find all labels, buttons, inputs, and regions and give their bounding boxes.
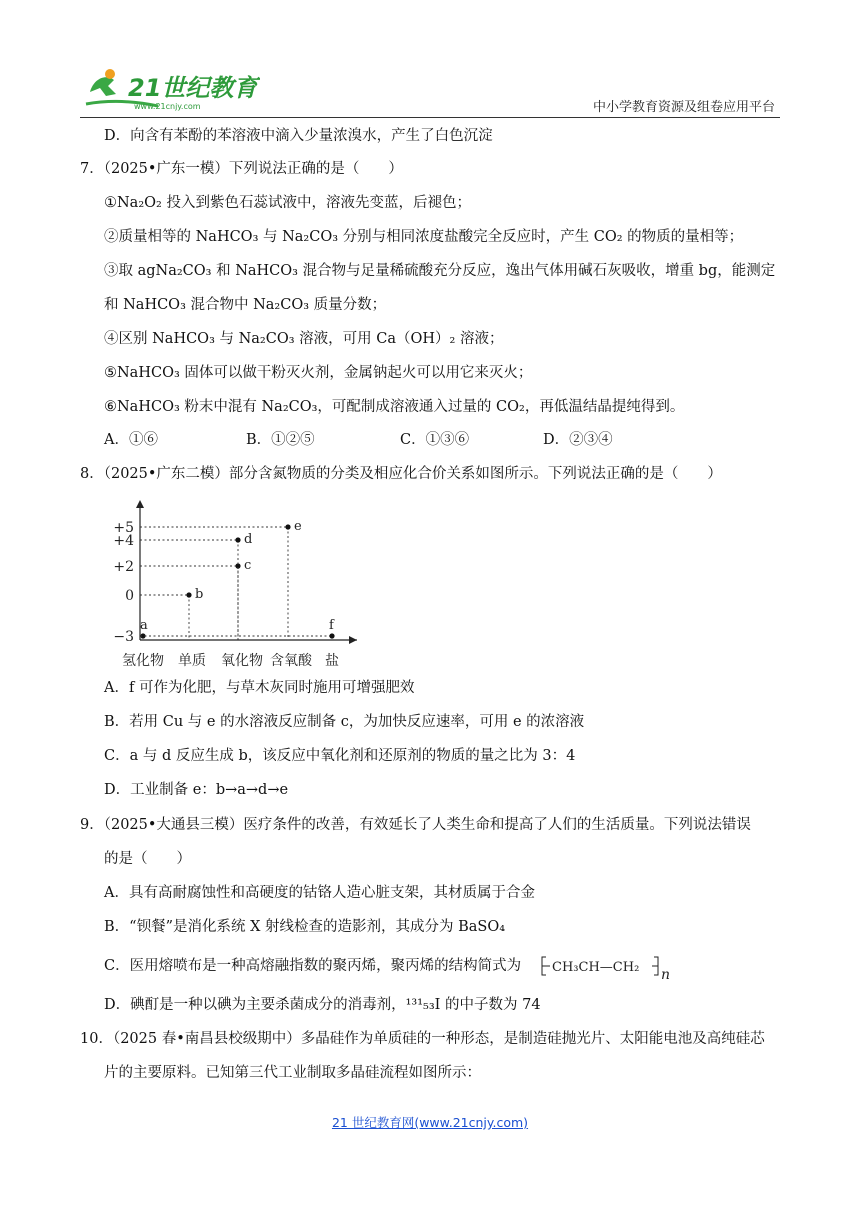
point-label-b: b [195,587,204,602]
q8-option-a: A．f 可作为化肥，与草木灰同时施用可增强肥效 [104,680,415,696]
point-label-c: c [244,558,252,573]
point-b [186,592,191,597]
q10-stem-2: 片的主要原料。已知第三代工业制取多晶硅流程如图所示： [104,1065,481,1081]
svg-text:21世纪教育: 21世纪教育 [128,74,258,102]
nitrogen-valence-chart [95,494,365,672]
q7-stem: 7．（2025•广东一模）下列说法正确的是（ ） [80,161,403,177]
q8-option-b: B．若用 Cu 与 e 的水溶液反应制备 c，为加快反应速率，可用 e 的浓溶液 [104,714,585,730]
point-e [285,524,290,529]
q7-option-c: C．①③⑥ [400,432,470,448]
q7-statement-4: ④区别 NaHCO₃ 与 Na₂CO₃ 溶液，可用 Ca（OH）₂ 溶液； [104,331,504,347]
x-axis-arrow [349,636,357,644]
q7-option-b: B．①②⑤ [246,432,315,448]
q7-statement-3b: 和 NaHCO₃ 混合物中 Na₂CO₃ 质量分数； [104,297,387,313]
svg-text:n: n [661,967,671,983]
point-label-d: d [244,532,253,547]
q9-option-c: C．医用熔喷布是一种高熔融指数的聚丙烯，聚丙烯的结构简式为 [104,958,522,974]
q9-option-a: A．具有高耐腐蚀性和高硬度的钴铬人造心脏支架，其材质属于合金 [104,885,535,901]
q9-stem-2: 的是（ ） [104,851,191,867]
q9-option-b: B．“钡餐”是消化系统 X 射线检查的造影剂，其成分为 BaSO₄ [104,919,506,935]
y-tick-label: +5 [113,520,134,536]
point-d [235,537,240,542]
footer-link[interactable]: 21 世纪教育网(www.21cnjy.com) [331,1115,529,1130]
q7-statement-3a: ③取 agNa₂CO₃ 和 NaHCO₃ 混合物与足量稀硫酸充分反应，逸出气体用碱石灰吸收，增重 bg，能测定 [104,263,776,279]
q7-statement-5: ⑤NaHCO₃ 固体可以做干粉灭火剂，金属钠起火可以用它来灭火； [104,365,533,381]
y-tick-label: 0 [125,588,134,604]
y-tick-label: −3 [113,629,134,645]
x-tick-label: 氧化物 [221,653,263,669]
header-rule [80,117,780,118]
q9-option-d: D．碘酊是一种以碘为主要杀菌成分的消毒剂，¹³¹₅₃I 的中子数为 74 [104,997,541,1013]
q10-stem-1: 10．（2025 春•南昌县校级期中）多晶硅作为单质硅的一种形态，是制造硅抛光片、太阳能电池及高纯硅芯 [80,1031,765,1047]
y-tick-label: +4 [113,533,134,549]
q8-stem: 8．（2025•广东二模）部分含氮物质的分类及相应化合价关系如图所示。下列说法正确的是（ ） [80,466,722,482]
y-axis-arrow [136,500,144,508]
point-f [329,633,334,638]
polypropylene-formula [540,951,690,983]
q7-statement-2: ②质量相等的 NaHCO₃ 与 Na₂CO₃ 分别与相同浓度盐酸完全反应时，产生 CO₂ 的物质的量相等； [104,229,744,245]
q7-option-a: A．①⑥ [104,432,158,448]
q7-statement-1: ①Na₂O₂ 投入到紫色石蕊试液中，溶液先变蓝，后褪色； [104,195,471,211]
point-label-e: e [294,519,302,534]
y-tick-label: +2 [113,559,134,575]
q7-option-d: D．②③④ [543,432,613,448]
point-label-a: a [140,618,148,633]
x-tick-label: 盐 [325,653,339,669]
platform-name: 中小学教育资源及组卷应用平台 [592,100,775,115]
x-tick-label: 单质 [178,653,206,669]
site-logo [80,64,260,114]
svg-text:CH₃CH—CH₂: CH₃CH—CH₂ [552,960,640,975]
runner-icon [90,77,116,96]
q8-option-d: D．工业制备 e：b→a→d→e [104,782,289,798]
svg-text:www.21cnjy.com: www.21cnjy.com [134,102,201,111]
q9-stem-1: 9．（2025•大通县三模）医疗条件的改善，有效延长了人类生命和提高了人们的生活质量。下列说法错误 [80,817,751,833]
q8-option-c: C．a 与 d 反应生成 b，该反应中氧化剂和还原剂的物质的量之比为 3：4 [104,748,576,764]
q7-statement-6: ⑥NaHCO₃ 粉末中混有 Na₂CO₃，可配制成溶液通入过量的 CO₂，再低温结晶提纯得到。 [104,399,685,415]
point-label-f: f [329,618,334,633]
x-tick-label: 含氧酸 [270,653,312,669]
q6-option-d: D．向含有苯酚的苯溶液中滴入少量浓溴水，产生了白色沉淀 [104,128,493,144]
x-tick-label: 氢化物 [122,653,164,669]
